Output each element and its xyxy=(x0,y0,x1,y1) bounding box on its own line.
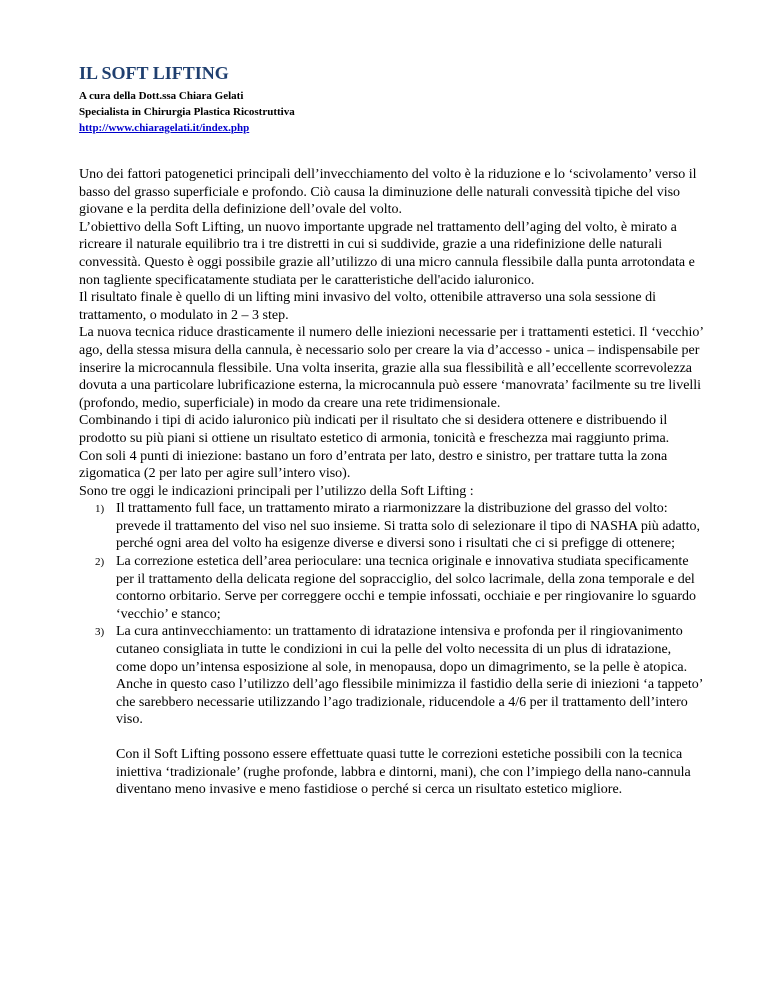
document-body xyxy=(79,166,704,799)
list-item-number: 3) xyxy=(95,626,105,639)
list-item-text: Il trattamento full face, un trattamento mirato a riarmonizzare la distribuzione del grasso del volto: prevede il trattamento del viso nel suo insieme. Si tratta solo di selezionare il tipo di NASHA più adatto, perché ogni area del volto ha esigenze diverse e diversi sono i risultati che ci si prefigge di ottenere; xyxy=(116,501,700,552)
closing-paragraph: Con il Soft Lifting possono essere effettuate quasi tutte le correzioni estetiche possibili con la tecnica iniettiva ‘tradizionale’ (rughe profonde, labbra e dintorni, mani), che con l’impiego della nano-cannula diventano meno invasive e meno fastidiose o perché si cerca un risultato estetico migliore. xyxy=(116,747,691,798)
author-role: Specialista in Chirurgia Plastica Ricostruttiva xyxy=(79,106,295,118)
paragraph: Uno dei fattori patogenetici principali dell’invecchiamento del volto è la riduzione e lo ‘scivolamento’ verso il basso del grasso superficiale e profondo. Ciò causa la diminuzione delle naturali convessità tipiche del viso giovane e la perdita della definizione dell’ovale del volto. xyxy=(79,167,697,218)
indications-list xyxy=(79,500,704,729)
paragraph: Combinando i tipi di acido ialuronico più indicati per il risultato che si desidera ottenere e distribuendo il prodotto su più piani si ottiene un risultato estetico di armonia, tonicità e freschezza mai raggiunto prima. xyxy=(79,413,670,446)
paragraph: Sono tre oggi le indicazioni principali per l’utilizzo della Soft Lifting : xyxy=(79,483,474,499)
document-title: IL SOFT LIFTING xyxy=(79,63,229,83)
paragraph: La nuova tecnica riduce drasticamente il numero delle iniezioni necessarie per i trattamenti estetici. Il ‘vecchio’ ago, della stessa misura della cannula, è necessario solo per creare la via d’accesso - unica – indispensabile per inserire la microcannula flessibile. Una volta inserita, grazie alla sua flessibilità e all’eccellente scorrevolezza dovuta a una particolare lubrificazione esterna, la microcannula può essere ‘manovrata’ facilmente su tre livelli (profondo, medio, superficiale) in modo da creare una rete tridimensionale. xyxy=(79,325,704,411)
paragraph: L’obiettivo della Soft Lifting, un nuovo importante upgrade nel trattamento dell’aging del volto, è mirato a ricreare il naturale equilibrio tra i tre distretti in cui si suddivide, grazie a una ridefinizione delle naturali convessità. Questo è oggi possibile grazie all’utilizzo di una micro cannula flessibile dalla punta arrotondata e non tagliente specificatamente studiata per le caratteristiche dell'acido ialuronico. xyxy=(79,219,695,288)
list-item-text: La cura antinvecchiamento: un trattamento di idratazione intensiva e profonda per il ringiovanimento cutaneo consigliata in tutte le condizioni in cui la pelle del volto necessita di un plus di idratazione, come dopo un’intensa esposizione al sole, in menopausa, dopo un dimagrimento, se la pelle è atopica. Anche in questo caso l’utilizzo dell’ago flessibile minimizza il fastidio della serie di iniezioni ‘a tappeto’ che sarebbero necessarie utilizzando l’ago tradizionale, riducendole a 4/6 per il trattamento dell’intero viso. xyxy=(116,624,703,728)
list-item xyxy=(79,623,704,729)
author-line: A cura della Dott.ssa Chiara Gelati xyxy=(79,90,244,102)
list-item-text: La correzione estetica dell’area perioculare: una tecnica originale e innovativa studiata specificamente per il trattamento della delicata regione del sopracciglio, del solco lacrimale, della zona temporale e del contorno orbitario. Serve per correggere occhi e tempie infossati, occhiaie e per ringiovanire lo sguardo ‘vecchio’ e stanco; xyxy=(116,554,696,622)
website-link-line xyxy=(79,120,699,136)
list-item xyxy=(79,500,704,553)
list-item-number: 2) xyxy=(95,556,105,569)
website-link[interactable]: http://www.chiaragelati.it/index.php xyxy=(79,122,250,134)
list-item-number: 1) xyxy=(95,503,105,516)
paragraph: Il risultato finale è quello di un lifting mini invasivo del volto, ottenibile attraverso una sola sessione di trattamento, o modulato in 2 – 3 step. xyxy=(79,290,657,323)
document-header xyxy=(79,62,699,136)
list-item xyxy=(79,553,704,623)
paragraph: Con soli 4 punti di iniezione: bastano un foro d’entrata per lato, destro e sinistro, per trattare tutta la zona zigomatica (2 per lato per agire sull’intero viso). xyxy=(79,448,668,482)
